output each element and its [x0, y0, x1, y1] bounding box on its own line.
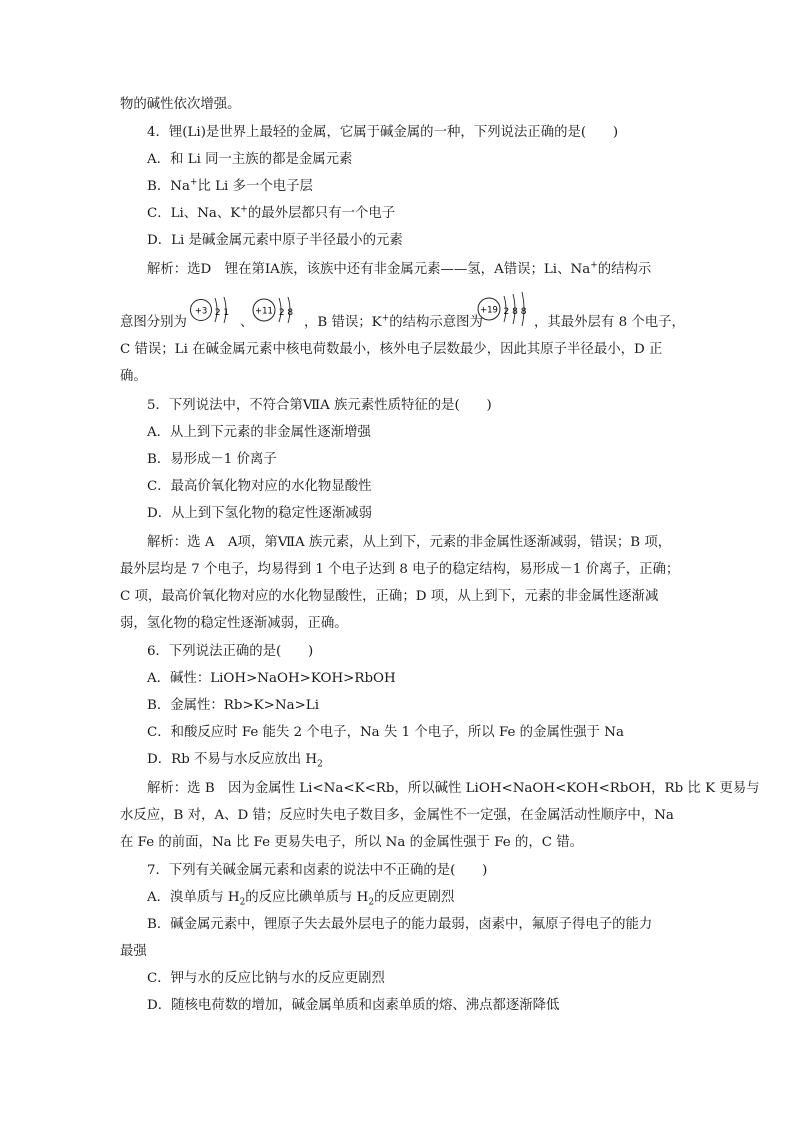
option-5b: B．易形成－1 价离子 — [147, 452, 277, 467]
k-nucleus-label: +19 — [480, 305, 498, 316]
option-7c: C．钾与水的反应比钠与水的反应更剧烈 — [147, 971, 385, 986]
na-atom-diagram — [250, 293, 306, 327]
li-shell-label: 2 1 — [214, 308, 230, 318]
option-6b: B．金属性：Rb>K>Na>Li — [147, 698, 319, 713]
na-nucleus-label: +11 — [255, 306, 273, 317]
solution-4-line-1: 解析：选D 锂在第ⅠA族，该族中还有非金属元素——氢，A错误；Li、Na+的结构示 — [147, 260, 652, 277]
li-atom-diagram — [188, 293, 242, 327]
question-4: 4．锂(Li)是世界上最轻的金属，它属于碱金属的一种，下列说法正确的是( ) — [147, 125, 619, 140]
option-6c: C．和酸反应时 Fe 能失 2 个电子，Na 失 1 个电子，所以 Fe 的金属性强于 Na — [147, 725, 624, 740]
solution-5-line-1: 解析：选 A A项，第ⅦA 族元素，从上到下，元素的非金属性逐渐减弱，错误；B 项， — [147, 535, 672, 550]
na-shell-label: 2 8 — [278, 308, 294, 318]
option-7b-line-1: B．碱金属元素中，锂原子失去最外层电子的能力最弱，卤素中，氟原子得电子的能力 — [147, 917, 653, 932]
option-4d: D．Li 是碱金属元素中原子半径最小的元素 — [147, 233, 403, 248]
solution-4-line-2: 意图分别为 — [120, 315, 187, 330]
separator-text: 、 — [240, 315, 254, 330]
solution-4-line-3: C 错误；Li 在碱金属元素中核电荷数最小，核外电子层数最少，因此其原子半径最小，D 正 — [120, 342, 663, 357]
option-4b: B．Na+比 Li 多一个电子层 — [147, 177, 313, 194]
question-7: 7．下列有关碱金属元素和卤素的说法中不正确的是( ) — [147, 863, 488, 878]
k-atom-diagram — [474, 288, 538, 326]
solution-4-line-2b: ，B 错误；K+的结构示意图为 — [304, 313, 483, 330]
solution-5-line-4: 弱，氢化物的稳定性逐渐减弱，正确。 — [120, 616, 348, 631]
option-5a: A．从上到下元素的非金属性逐渐增强 — [147, 425, 371, 440]
solution-4-line-2c: ，其最外层有 8 个电子， — [534, 315, 685, 330]
option-5c: C．最高价氧化物对应的水化物显酸性 — [147, 479, 372, 494]
k-shell-label: 2 8 8 — [503, 307, 527, 317]
solution-5-line-2: 最外层均是 7 个电子，均易得到 1 个电子达到 8 电子的稳定结构，易形成－1 价离子，正确； — [120, 562, 680, 577]
option-4c: C．Li、Na、K+的最外层都只有一个电子 — [147, 204, 396, 221]
solution-6-line-2: 水反应，B 对，A、D 错；反应时失电子数目多，金属性不一定强，在金属活动性顺序中，Na — [120, 808, 674, 823]
solution-4-line-4: 确。 — [120, 369, 147, 384]
option-4a: A．和 Li 同一主族的都是金属元素 — [147, 152, 353, 167]
option-5d: D．从上到下氢化物的稳定性逐渐减弱 — [147, 506, 372, 521]
solution-5-line-3: C 项，最高价氧化物对应的水化物显酸性，正确；D 项，从上到下，元素的非金属性逐渐减 — [120, 589, 659, 604]
solution-6-line-3: 在 Fe 的前面，Na 比 Fe 更易失电子，所以 Na 的金属性强于 Fe 的，C 错。 — [120, 835, 584, 850]
li-nucleus-label: +3 — [194, 306, 208, 317]
option-7b-line-2: 最强 — [120, 944, 147, 959]
option-7d: D．随核电荷数的增加，碱金属单质和卤素单质的熔、沸点都逐渐降低 — [147, 998, 560, 1013]
option-6a: A．碱性：LiOH>NaOH>KOH>RbOH — [147, 671, 396, 686]
question-6: 6．下列说法正确的是( ) — [147, 644, 314, 659]
paragraph-line: 物的碱性依次增强。 — [120, 97, 241, 112]
question-5: 5．下列说法中，不符合第ⅦA 族元素性质特征的是( ) — [147, 398, 492, 413]
option-6d: D．Rb 不易与水反应放出 $H_2$ — [147, 752, 323, 770]
option-7a: A．溴单质与 $H_2$的反应比碘单质与 $H_2$的反应更剧烈 — [147, 890, 455, 908]
solution-6-line-1: 解析：选 B 因为金属性 Li<Na<K<Rb，所以碱性 LiOH<NaOH<KOH<RbOH，Rb 比 K 更易与 — [147, 781, 760, 796]
